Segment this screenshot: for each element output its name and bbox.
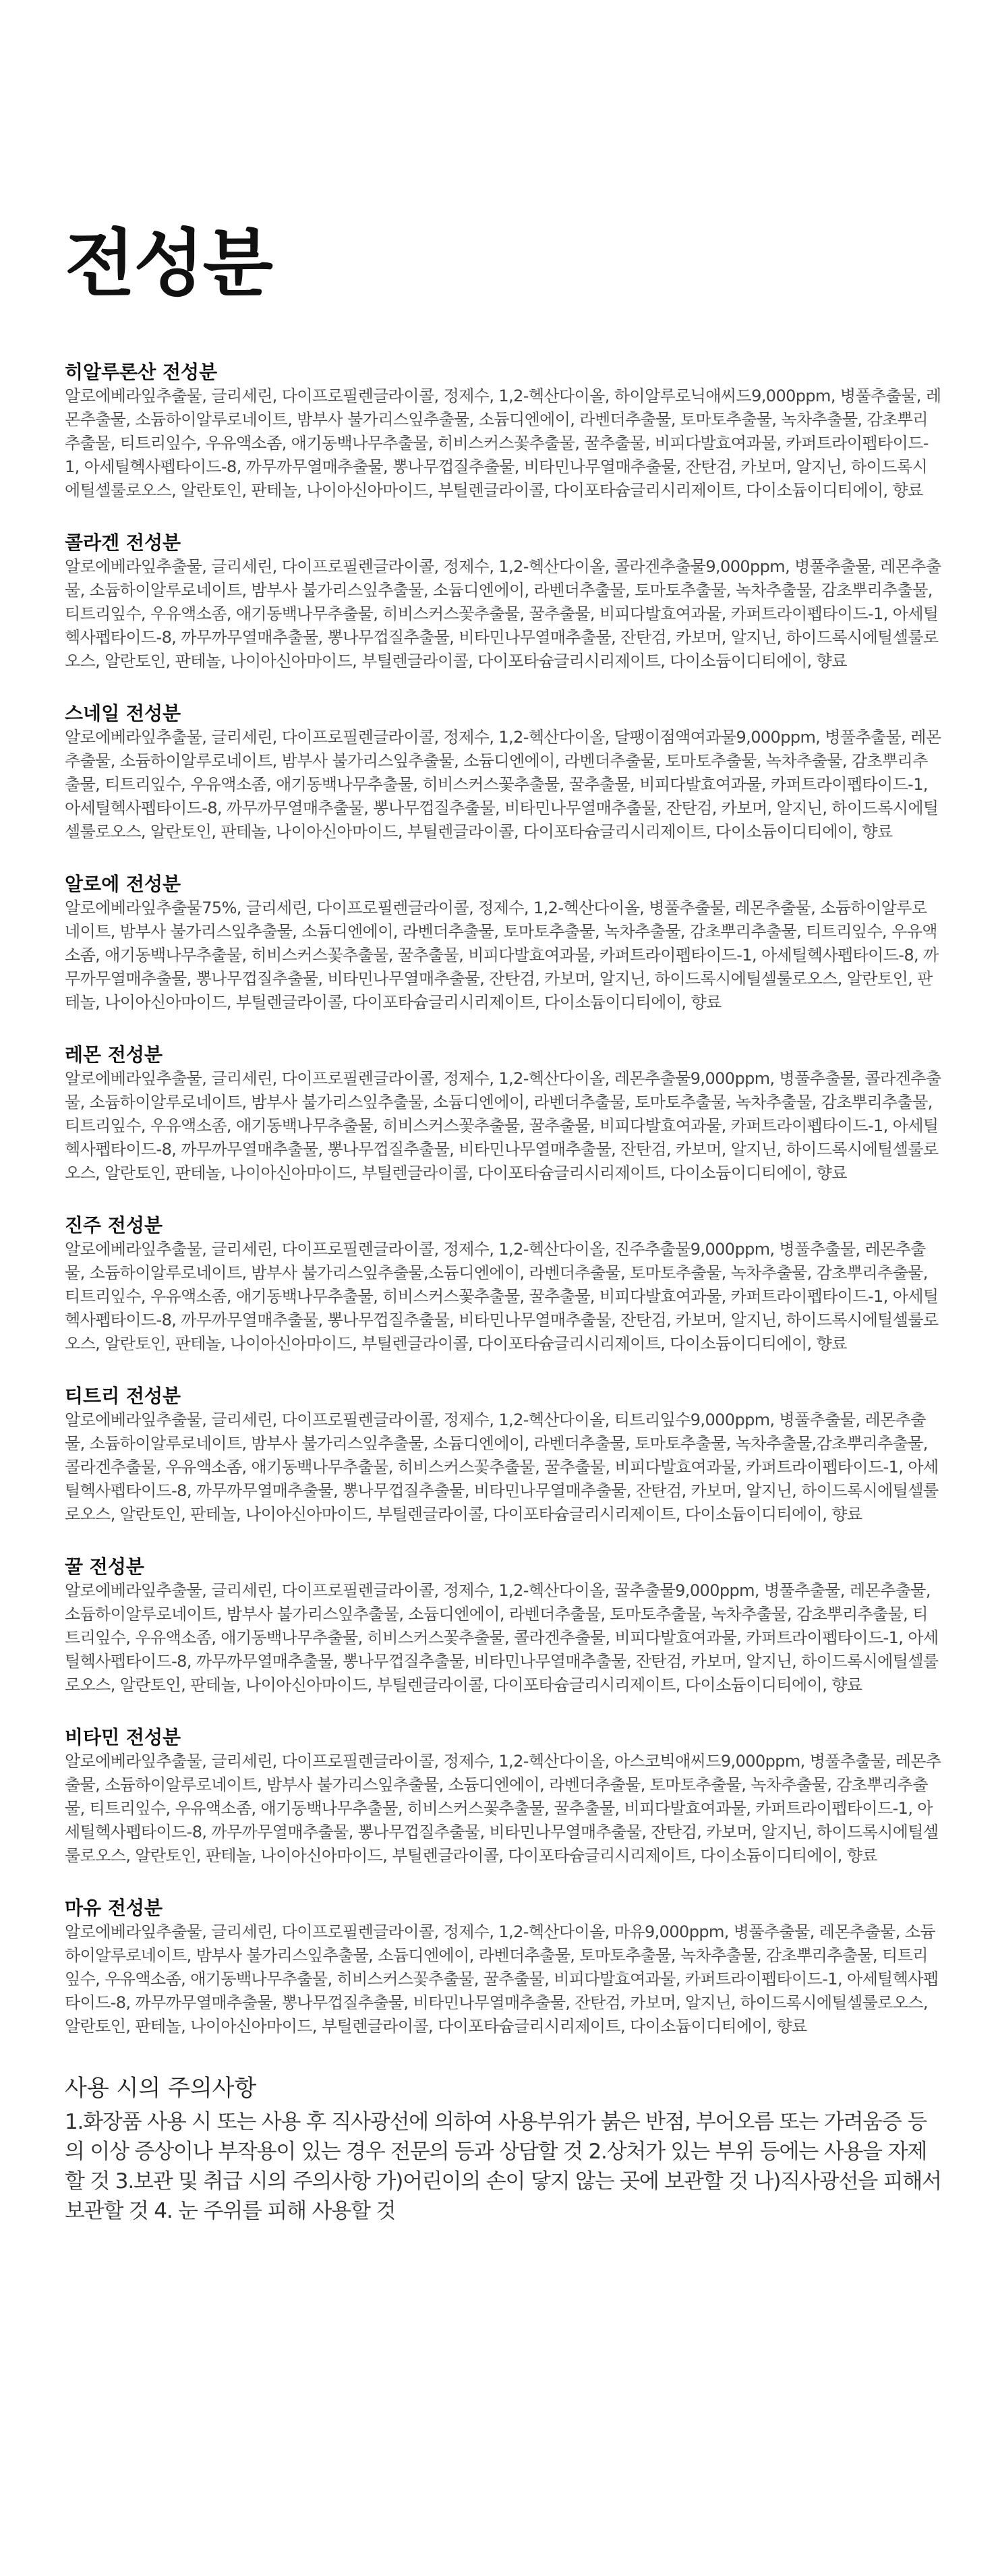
ingredient-section-aloe	[65, 872, 941, 1014]
caution-title: 사용 시의 주의사항	[65, 2075, 257, 2102]
ingredient-section-snail	[65, 702, 941, 844]
section-title: 티트리 전성분	[65, 1385, 181, 1407]
ingredient-list: 알로에베라잎추출물, 글리세린, 다이프로필렌글라이콜, 정제수, 1,2-헥산다이올, 아스코빅애씨드9,000ppm, 병풀추출물, 레몬추출물, 소듐하이알루로네이트, 밤부사 불가리스잎추출물, 소듐디엔에이, 라벤더추출물, 토마토추출물, 녹차추출물, 감초뿌리추출물, 티트리잎수, 우유액소좀, 애기동백나무추출물, 히비스커스꽃추출물, 꿀추출물, 비피다발효여과물, 카퍼트라이펩타이드-1, 아세틸헥사펩타이드-8, 까무까무열매추출물, 뽕나무껍질추출물, 비타민나무열매추출물, 잔탄검, 카보머, 알지닌, 하이드록시에틸셀룰로오스, 알란토인, 판테놀, 나이아신아마이드, 부틸렌글라이콜, 다이포타슘글리시리제이트, 다이소듐이디티에이, 향료	[65, 1752, 941, 1865]
section-title: 레몬 전성분	[65, 1043, 163, 1066]
ingredient-section-teatree	[65, 1384, 941, 1526]
ingredient-list: 알로에베라잎추출물, 글리세린, 다이프로필렌글라이콜, 정제수, 1,2-헥산다이올, 티트리잎수9,000ppm, 병풀추출물, 레몬추출물, 소듐하이알루로네이트, 밤부사 불가리스잎추출물, 소듐디엔에이, 라벤더추출물, 토마토추출물, 녹차추출물,감초뿌리추출물, 콜라겐추출물, 우유액소좀, 애기동백나무추출물, 히비스커스꽃추출물, 꿀추출물, 비피다발효여과물, 카퍼트라이펩타이드-1, 아세틸헥사펩타이드-8, 까무까무열매추출물, 뽕나무껍질추출물, 비타민나무열매추출물, 잔탄검, 카보머, 알지닌, 하이드록시에틸셀룰로오스, 알란토인, 판테놀, 나이아신아마이드, 부틸렌글라이콜, 다이포타슘글리시리제이트, 다이소듐이디티에이, 향료	[65, 1410, 939, 1524]
ingredient-list: 알로에베라잎추출물, 글리세린, 다이프로필렌글라이콜, 정제수, 1,2-헥산다이올, 진주추출물9,000ppm, 병풀추출물, 레몬추출물, 소듐하이알루로네이트, 밤부사 불가리스잎추출물,소듐디엔에이, 라벤더추출물, 토마토추출물, 녹차추출물, 감초뿌리추출물, 티트리잎수, 우유액소좀, 애기동백나무추출물, 히비스커스꽃추출물, 꿀추출물, 비피다발효여과물, 카퍼트라이펩타이드-1, 아세틸헥사펩타이드-8, 까무까무열매추출물, 뽕나무껍질추출물, 비타민나무열매추출물, 잔탄검, 카보머, 알지닌, 하이드록시에틸셀룰로오스, 알란토인, 판테놀, 나이아신아마이드, 부틸렌글라이콜, 다이포타슘글리시리제이트, 다이소듐이디티에이, 향료	[65, 1240, 939, 1353]
ingredient-info-page	[65, 0, 941, 2226]
page-title: 전성분	[65, 222, 272, 306]
ingredient-section-collagen	[65, 531, 941, 673]
ingredient-list: 알로에베라잎추출물, 글리세린, 다이프로필렌글라이콜, 정제수, 1,2-헥산다이올, 마유9,000ppm, 병풀추출물, 레몬추출물, 소듐하이알루로네이트, 밤부사 불가리스잎추출물, 소듐디엔에이, 라벤더추출물, 토마토추출물, 녹차추출물, 감초뿌리추출물, 티트리잎수, 우유액소좀, 애기동백나무추출물, 히비스커스꽃추출물, 꿀추출물, 비피다발효여과물, 카퍼트라이펩타이드-1, 아세틸헥사펩타이드-8, 까무까무열매추출물, 뽕나무껍질추출물, 비타민나무열매추출물, 잔탄검, 카보머, 알지닌, 하이드록시에틸셀룰로오스, 알란토인, 판테놀, 나이아신아마이드, 부틸렌글라이콜, 다이포타슘글리시리제이트, 다이소듐이디티에이, 향료	[65, 1922, 939, 2036]
section-title: 알로에 전성분	[65, 873, 181, 895]
section-title: 비타민 전성분	[65, 1726, 181, 1748]
section-title: 스네일 전성분	[65, 702, 181, 724]
usage-caution-section	[65, 2073, 941, 2226]
ingredient-list: 알로에베라잎추출물, 글리세린, 다이프로필렌글라이콜, 정제수, 1,2-헥산다이올, 레몬추출물9,000ppm, 병풀추출물, 콜라겐추출물, 소듐하이알루로네이트, 밤부사 불가리스잎추출물, 소듐디엔에이, 라벤더추출물, 토마토추출물, 녹차추출물, 감초뿌리추출물, 티트리잎수, 우유액소좀, 애기동백나무추출물, 히비스커스꽃추출물, 꿀추출물, 비피다발효여과물, 카퍼트라이펩타이드-1, 아세틸헥사펩타이드-8, 까무까무열매추출물, 뽕나무껍질추출물, 비타민나무열매추출물, 잔탄검, 카보머, 알지닌, 하이드록시에틸셀룰로오스, 알란토인, 판테놀, 나이아신아마이드, 부틸렌글라이콜, 다이포타슘글리시리제이트, 다이소듐이디티에이, 향료	[65, 1069, 941, 1182]
ingredient-list: 알로에베라잎추출물75%, 글리세린, 다이프로필렌글라이콜, 정제수, 1,2-헥산다이올, 병풀추출물, 레몬추출물, 소듐하이알루로네이트, 밤부사 불가리스잎추출물, 소듐디엔에이, 라벤더추출물, 토마토추출물, 녹차추출물, 감초뿌리추출물, 티트리잎수, 우유액소좀, 애기동백나무추출물, 히비스커스꽃추출물, 꿀추출물, 비피다발효여과물, 카퍼트라이펩타이드-1, 아세틸헥사펩타이드-8, 까무까무열매추출물, 뽕나무껍질추출물, 비타민나무열매추출물, 잔탄검, 카보머, 알지닌, 하이드록시에틸셀룰로오스, 알란토인, 판테놀, 나이아신아마이드, 부틸렌글라이콜, 다이포타슘글리시리제이트, 다이소듐이디티에이, 향료	[65, 898, 939, 1012]
ingredient-section-horse-oil	[65, 1896, 941, 2038]
section-title: 히알루론산 전성분	[65, 361, 218, 383]
caution-text: 1.화장품 사용 시 또는 사용 후 직사광선에 의하여 사용부위가 붉은 반점, 부어오름 또는 가려움증 등의 이상 증상이나 부작용이 있는 경우 전문의 등과 상담할 것 2.상처가 있는 부위 등에는 사용을 자제할 것 3.보관 및 취급 시의 주의사항 가)어린이의 손이 닿지 않는 곳에 보관할 것 나)직사광선을 피해서 보관할 것 4. 눈 주위를 피해 사용할 것	[65, 2110, 941, 2223]
ingredient-section-lemon	[65, 1043, 941, 1185]
ingredient-list: 알로에베라잎추출물, 글리세린, 다이프로필렌글라이콜, 정제수, 1,2-헥산다이올, 꿀추출물9,000ppm, 병풀추출물, 레몬추출물, 소듐하이알루로네이트, 밤부사 불가리스잎추출물, 소듐디엔에이, 라벤더추출물, 토마토추출물, 녹차추출물, 감초뿌리추출물, 티트리잎수, 우유액소좀, 애기동백나무추출물, 히비스커스꽃추출물, 콜라겐추출물, 비피다발효여과물, 카퍼트라이펩타이드-1, 아세틸헥사펩타이드-8, 까무까무열매추출물, 뽕나무껍질추출물, 비타민나무열매추출물, 잔탄검, 카보머, 알지닌, 하이드록시에틸셀룰로오스, 알란토인, 판테놀, 나이아신아마이드, 부틸렌글라이콜, 다이포타슘글리시리제이트, 다이소듐이디티에이, 향료	[65, 1581, 939, 1694]
section-title: 꿀 전성분	[65, 1555, 144, 1578]
ingredient-list: 알로에베라잎추출물, 글리세린, 다이프로필렌글라이콜, 정제수, 1,2-헥산다이올, 콜라겐추출물9,000ppm, 병풀추출물, 레몬추출물, 소듐하이알루로네이트, 밤부사 불가리스잎추출물, 소듐디엔에이, 라벤더추출물, 토마토추출물, 녹차추출물, 감초뿌리추출물, 티트리잎수, 우유액소좀, 애기동백나무추출물, 히비스커스꽃추출물, 꿀추출물, 비피다발효여과물, 카퍼트라이펩타이드-1, 아세틸헥사펩타이드-8, 까무까무열매추출물, 뽕나무껍질추출물, 비타민나무열매추출물, 잔탄검, 카보머, 알지닌, 하이드록시에틸셀룰로오스, 알란토인, 판테놀, 나이아신아마이드, 부틸렌글라이콜, 다이포타슘글리시리제이트, 다이소듐이디티에이, 향료	[65, 557, 941, 670]
ingredient-section-hyaluronic	[65, 360, 941, 503]
ingredient-list: 알로에베라잎추출물, 글리세린, 다이프로필렌글라이콜, 정제수, 1,2-헥산다이올, 달팽이점액여과물9,000ppm, 병풀추출물, 레몬추출물, 소듐하이알루로네이트, 밤부사 불가리스잎추출물, 소듐디엔에이, 라벤더추출물, 토마토추출물, 녹차추출물, 감초뿌리추출물, 티트리잎수, 우유액소좀, 애기동백나무추출물, 히비스커스꽃추출물, 꿀추출물, 비피다발효여과물, 카퍼트라이펩타이드-1, 아세틸헥사펩타이드-8, 까무까무열매추출물, 뽕나무껍질추출물, 비타민나무열매추출물, 잔탄검, 카보머, 알지닌, 하이드록시에틸셀룰로오스, 알란토인, 판테놀, 나이아신아마이드, 부틸렌글라이콜, 다이포타슘글리시리제이트, 다이소듐이디티에이, 향료	[65, 728, 941, 841]
ingredient-section-vitamin	[65, 1725, 941, 1868]
ingredient-sections	[65, 360, 941, 2038]
section-title: 진주 전성분	[65, 1214, 163, 1236]
ingredient-section-pearl	[65, 1213, 941, 1356]
ingredient-section-honey	[65, 1555, 941, 1697]
section-title: 마유 전성분	[65, 1897, 163, 1919]
ingredient-list: 알로에베라잎추출물, 글리세린, 다이프로필렌글라이콜, 정제수, 1,2-헥산다이올, 하이알루로닉애씨드9,000ppm, 병풀추출물, 레몬추출물, 소듐하이알루로네이트, 밤부사 불가리스잎추출물, 소듐디엔에이, 라벤더추출물, 토마토추출물, 녹차추출물, 감초뿌리추출물, 티트리잎수, 우유액소좀, 애기동백나무추출물, 히비스커스꽃추출물, 꿀추출물, 비피다발효여과물, 카퍼트라이펩타이드-1, 아세틸헥사펩타이드-8, 까무까무열매추출물, 뽕나무껍질추출물, 비타민나무열매추출물, 잔탄검, 카보머, 알지닌, 하이드록시에틸셀룰로오스, 알란토인, 판테놀, 나이아신아마이드, 부틸렌글라이콜, 다이포타슘글리시리제이트, 다이소듐이디티에이, 향료	[65, 387, 941, 500]
section-title: 콜라겐 전성분	[65, 532, 181, 554]
